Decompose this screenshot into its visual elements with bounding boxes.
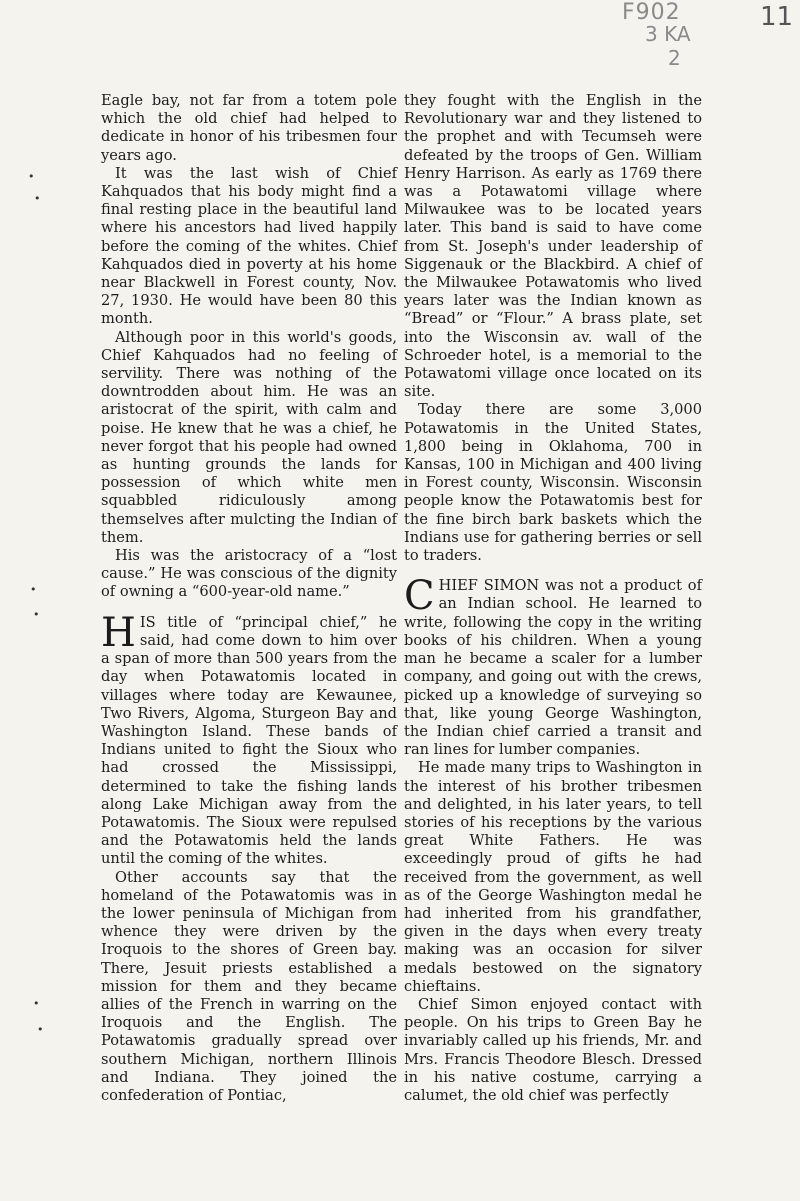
article-column-left xyxy=(101,92,397,1105)
paragraph: Eagle bay, not far from a totem pole which the old chief had helped to dedicate in honor of his tribesmen four years ago. xyxy=(101,92,397,164)
paragraph: It was the last wish of Chief Kahquados that his body might find a final resting place in the beautiful land where his ancestors had lived happily before the coming of the whites. Chief Kahquados died in poverty at his home near Blackwell in Forest county, Nov. 27, 1930. He would have been 80 this month. xyxy=(101,164,397,328)
paragraph: He made many trips to Washington in the interest of his brother tribesmen and delighted, in his later years, to tell stories of his receptions by the various great White Fathers. He was exceedingly proud of gifts he had received from the government, as well as of the George Washington medal he had inherited from his grandfather, given in the days when every treaty making was an occasion for silver medals bestowed on the signatory chieftains. xyxy=(404,759,702,995)
paragraph: Today there are some 3,000 Potawatomis in the United States, 1,800 being in Oklahoma, 700 in Kansas, 100 in Michigan and 400 living in Forest county, Wisconsin. Wisconsin people know the Potawatomis best for the fine birch bark baskets which the Indians use for gathering berries or sell to traders. xyxy=(404,401,702,565)
paragraph-dropcap xyxy=(404,573,702,759)
paragraph: they fought with the English in the Revolutionary war and they listened to the prophet and with Tecumseh were defeated by the troops of Gen. William Henry Harrison. As early as 1769 there was a Potawatomi village where Milwaukee was to be located years later. This band is said to have come from St. Joseph's under leadership of Siggenauk or the Blackbird. A chief of the Milwaukee Potawatomis who lived years later was the Indian known as “Bread” or “Flour.” A brass plate, set into the Wisconsin av. wall of the Schroeder hotel, is a memorial to the Potawatomi village once located on its site. xyxy=(404,92,702,401)
page-number: 11 xyxy=(760,2,794,32)
paragraph: Chief Simon enjoyed contact with people. On his trips to Green Bay he invariably called up his friends, Mr. and Mrs. Francis Theodore Blesch. Dressed in his native costume, carrying a calumet, the old chief was perfectly xyxy=(404,995,702,1104)
paragraph: His was the aristocracy of a “lost cause.” He was conscious of the dignity of owning a “600-year-old name.” xyxy=(101,547,397,601)
drop-cap-letter: C xyxy=(404,573,435,620)
paragraph: Although poor in this world's goods, Chief Kahquados had no feeling of servility. There was nothing of the downtrodden about him. He was an aristocrat of the spirit, with calm and poise. He knew that he was a chief, he never forgot that his people had owned as hunting grounds the lands for possession of which white men squabbled ridiculously among themselves after mulcting the Indian of them. xyxy=(101,328,397,546)
article-column-right xyxy=(404,92,702,1105)
archive-code-line1: F902 xyxy=(622,0,681,25)
archive-code-line2: 3 KA xyxy=(645,22,691,46)
margin-mark: • xyxy=(33,997,40,1010)
drop-cap-letter: H xyxy=(101,609,136,656)
paragraph-dropcap xyxy=(101,609,397,869)
margin-mark: • xyxy=(33,608,40,621)
margin-mark: • xyxy=(28,170,35,183)
paragraph: Other accounts say that the homeland of the Potawatomis was in the lower peninsula of Michigan from whence they were driven by the Iroquois to the shores of Green bay. There, Jesuit priests established a mission for them and they became allies of the French in warring on the Iroquois and the English. The Potawatomis gradually spread over southern Michigan, northern Illinois and Indiana. They joined the confederation of Pontiac, xyxy=(101,868,397,1104)
margin-mark: • xyxy=(34,192,41,205)
paragraph-text: IS title of “principal chief,” he said, had come down to him over a span of more than 500 years from the day when Potawatomis located in villages where today are Kewaunee, Two Rivers, Algoma, Sturgeon Bay and Washington Island. These bands of Indians united to fight the Sioux who had crossed the Mississippi, determined to take the fishing lands along Lake Michigan away from the Potawatomis. The Sioux were repulsed and the Potawatomis held the lands until the coming of the whites. xyxy=(101,613,397,868)
archive-code-line3: 2 xyxy=(668,46,681,70)
margin-mark: • xyxy=(37,1023,44,1036)
margin-mark: • xyxy=(30,583,37,596)
paragraph-text: HIEF SIMON was not a product of an Indian school. He learned to write, following the copy in the writing books of his children. When a young man he became a scaler for a lumber company, and going out with the crews, picked up a knowledge of surveying so that, like young George Washington, the Indian chief carried a transit and ran lines for lumber companies. xyxy=(404,577,702,759)
